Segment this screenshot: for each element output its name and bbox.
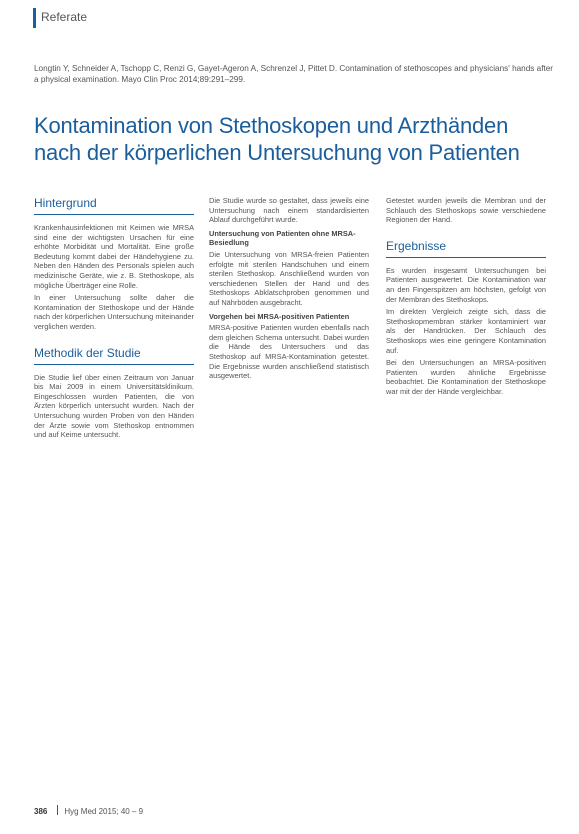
paragraph: Die Studie wurde so gestaltet, dass jeweils eine Untersuchung nach einem standardisierten Ablauf durchgeführt wurde. xyxy=(209,196,369,225)
heading-ergebnisse: Ergebnisse xyxy=(386,239,546,258)
footer-divider xyxy=(57,805,58,815)
citation-line: Longtin Y, Schneider A, Tschopp C, Renzi G, Gayet-Ageron A, Schrenzel J, Pittet D. Contamination of stethoscopes and physicians' hands after a physical examination. Mayo Clin Proc 2014;89:291–299. xyxy=(34,64,554,84)
paragraph: Die Untersuchung von MRSA-freien Patienten erfolgte mit sterilen Handschuhen und einem sterilen Stethoskop. Anschließend wurden von verschiedenen Stellen der Hand und des Stethoskops Abklatschproben genommen und auf Nährböden ausgebracht. xyxy=(209,249,369,307)
journal-reference: Hyg Med 2015; 40 – 9 xyxy=(64,807,144,816)
article-title: Kontamination von Stethoskopen und Arzthänden nach der körperlichen Untersuchung von Patienten xyxy=(34,113,520,165)
paragraph: MRSA-positive Patienten wurden ebenfalls nach dem gleichen Schema untersucht. Dabei wurden die Hände des Untersuchers und das Stethoskop auf MRSA-Kontamination getestet. Die Ergebnisse wurden anschließend statistisch ausgewertet. xyxy=(209,323,369,381)
column-3 xyxy=(386,196,546,400)
subheading-mrsa-negative: Untersuchung von Patienten ohne MRSA-Besiedlung xyxy=(209,228,356,248)
section-label: Referate xyxy=(41,10,88,24)
paragraph: Die Studie lief über einen Zeitraum von Januar bis Mai 2009 in einem Universitätsklinikum. Eingeschlossen wurden Patienten, die von Ärzten körperlich untersucht wurden. Nach der Untersuchung wurden Proben von den Händen der Ärzte sowie vom Stethoskop entnommen und auf Keime untersucht. xyxy=(34,372,194,440)
paragraph: Es wurden insgesamt Untersuchungen bei Patienten ausgewertet. Die Kontamination war an den Fingerspitzen am höchsten, gefolgt von der Membran des Stethoskops. xyxy=(386,265,546,304)
column-1 xyxy=(34,196,194,443)
paragraph: Getestet wurden jeweils die Membran und der Schlauch des Stethoskops sowie verschiedene Regionen der Hand. xyxy=(386,196,546,225)
paragraph: In einer Untersuchung sollte daher die Kontamination der Stethoskope und der Hände nach der körperlichen Untersuchung miteinander verglichen werden. xyxy=(34,293,194,331)
paragraph: Im direkten Vergleich zeigte sich, dass die Stethoskopmembran stärker kontaminiert war als der Handrücken. Der Schlauch des Stethoskops wies eine geringere Kontamination auf. xyxy=(386,307,546,355)
column-2 xyxy=(209,196,369,384)
paragraph: Krankenhausinfektionen mit Keimen wie MRSA sind eine der wichtigsten Ursachen für eine erhöhte Morbidität und Mortalität. Eine große Bedeutung kommt dabei der Händehygiene zu. Neben den Händen des Personals spielen auch medizinische Geräte, wie z. B. Stethoskope, als mögliche Überträger eine Rolle. xyxy=(34,223,194,290)
section-rule xyxy=(33,8,36,28)
page-number: 386 xyxy=(34,807,48,816)
subheading-mrsa-positive: Vorgehen bei MRSA-positiven Patienten xyxy=(209,311,350,321)
heading-hintergrund: Hintergrund xyxy=(34,196,194,215)
paragraph: Bei den Untersuchungen an MRSA-positiven Patienten wurden ähnliche Ergebnisse beobachtet. Die Kontamination der Stethoskope war mit der der Hände vergleichbar. xyxy=(386,358,546,396)
heading-methodik: Methodik der Studie xyxy=(34,346,194,365)
footer xyxy=(34,805,143,816)
